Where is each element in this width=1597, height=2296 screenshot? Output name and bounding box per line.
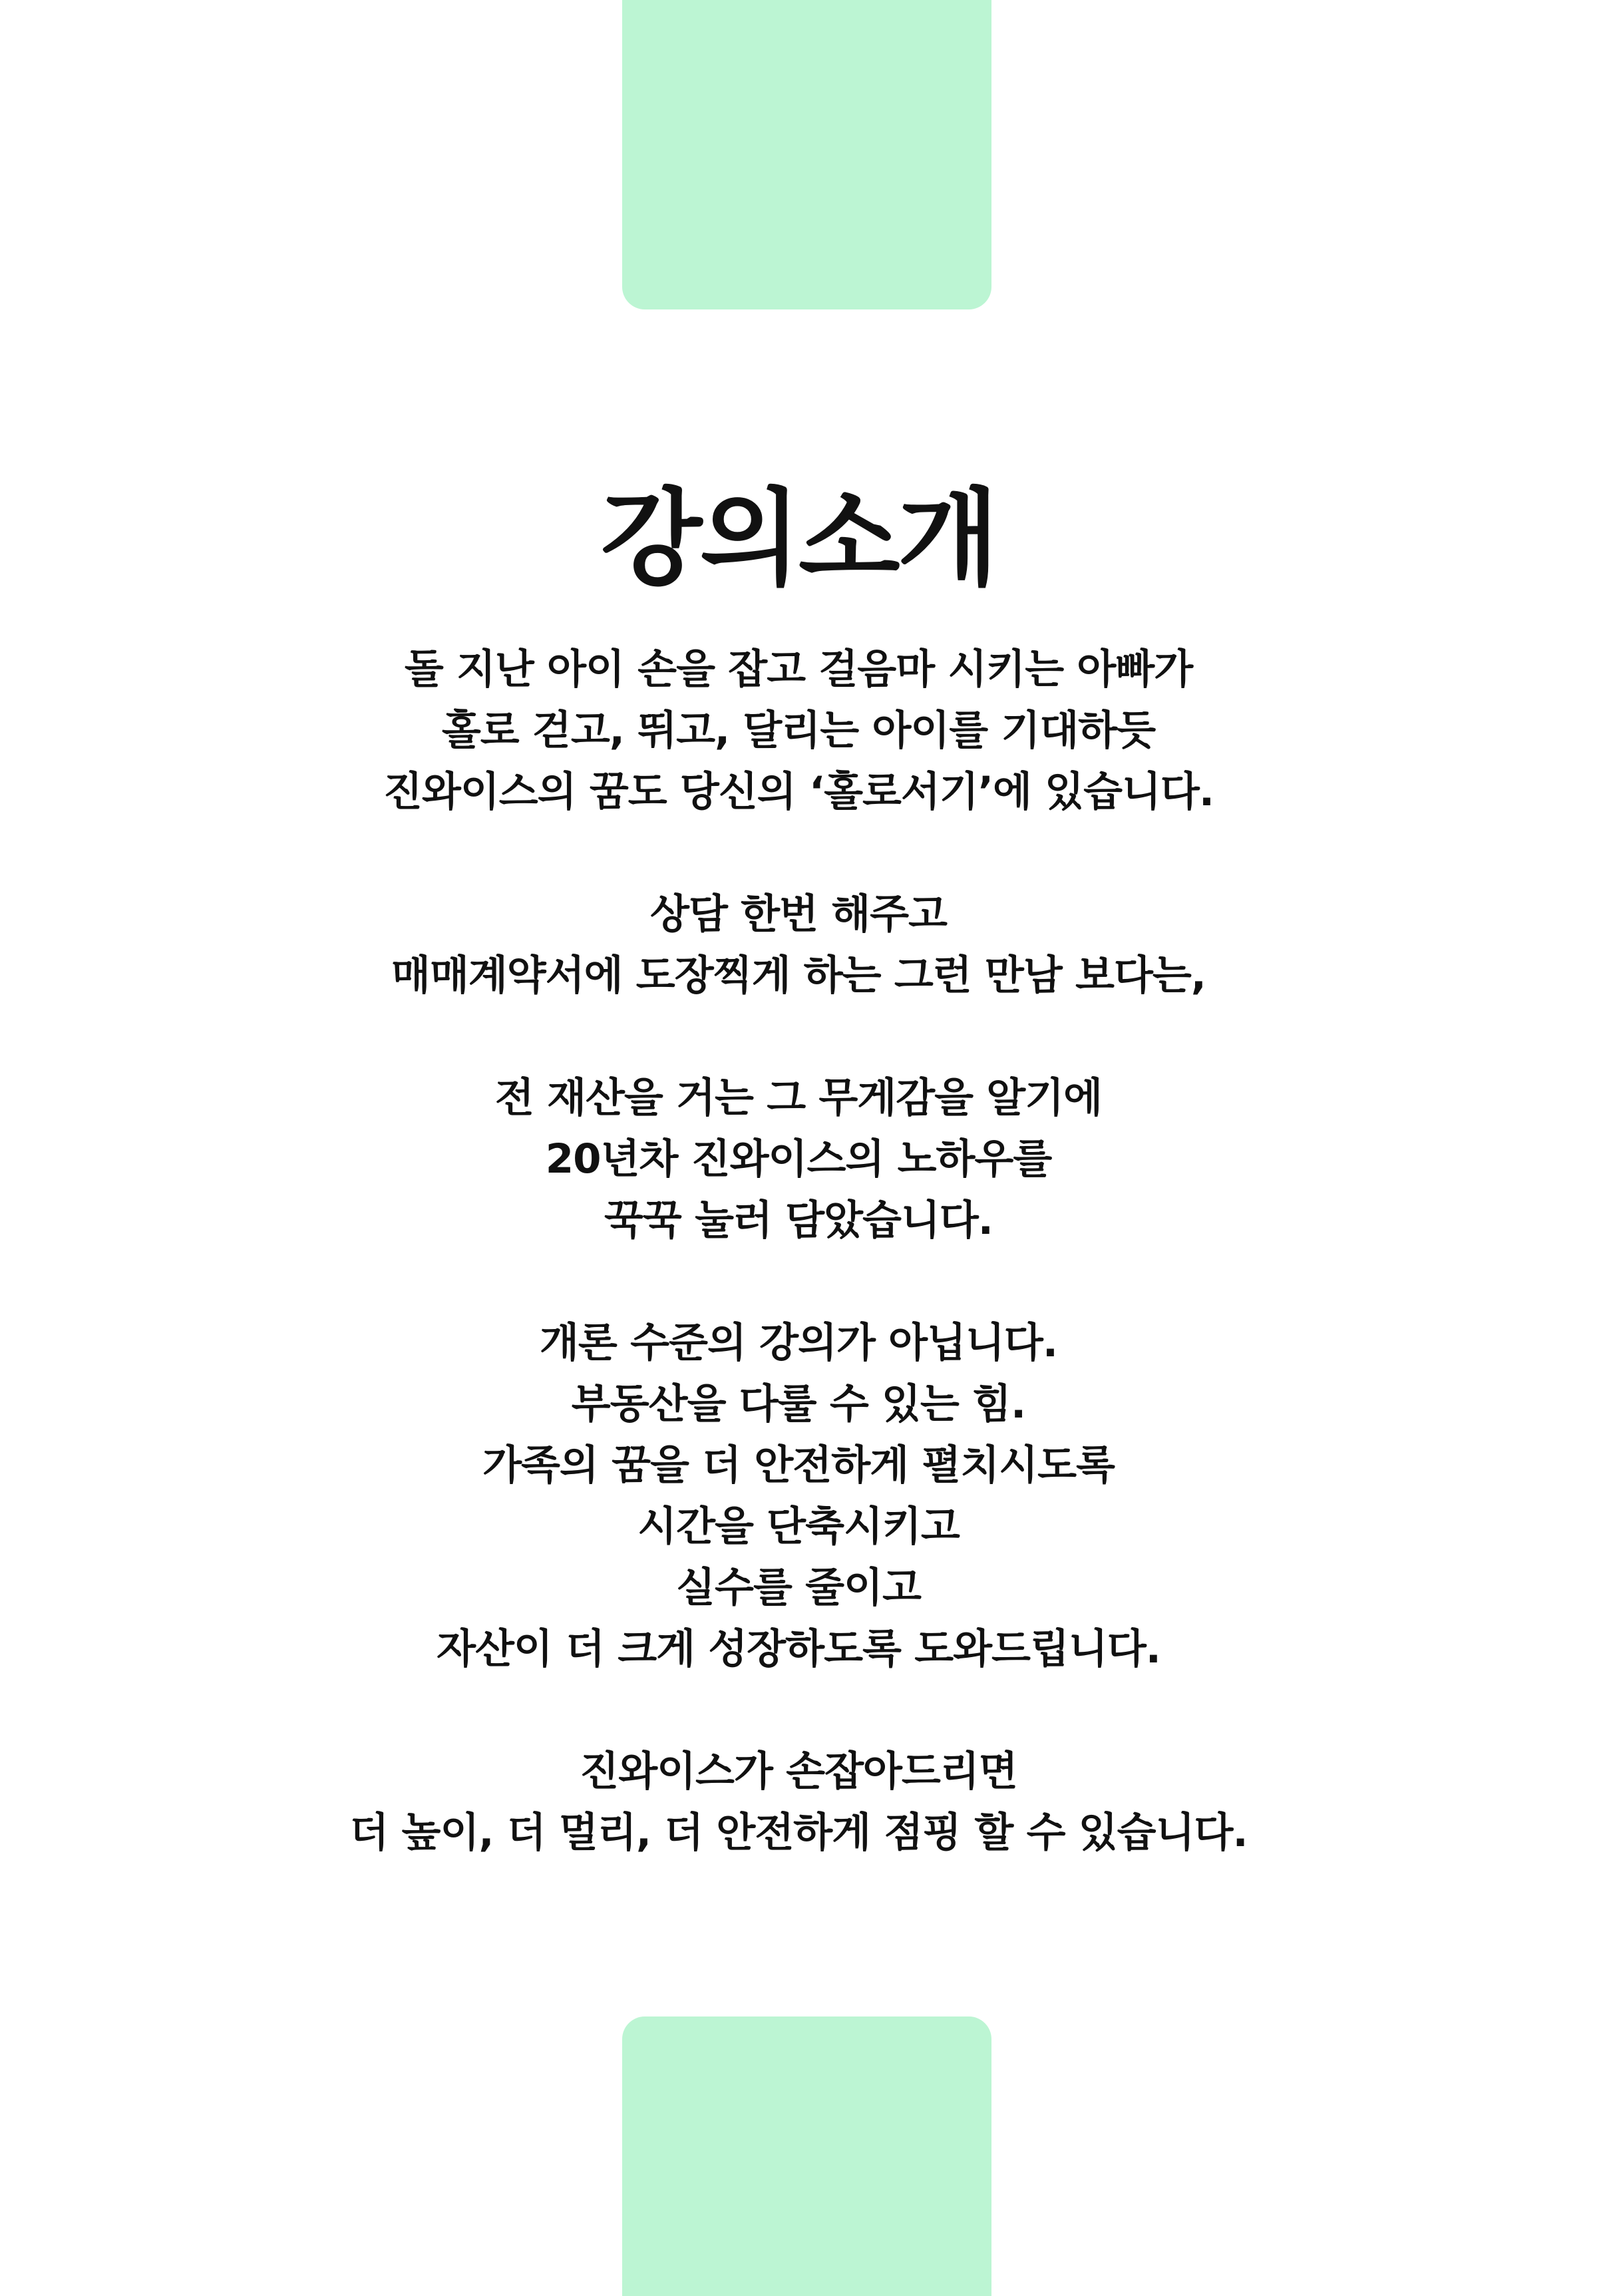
paragraph-gap (0, 1680, 1597, 1741)
top-decorative-tab (622, 0, 991, 309)
body-line: 실수를 줄이고 (676, 1564, 921, 1611)
body-line: 홀로 걷고, 뛰고, 달리는 아이를 기대하듯 (441, 707, 1156, 754)
body-line: 시간을 단축시키고 (637, 1503, 960, 1550)
body-line: 개론 수준의 강의가 아닙니다. (540, 1319, 1057, 1366)
bottom-decorative-tab (622, 2016, 991, 2296)
body-line: 진와이스의 꿈도 당신의 ‘홀로서기’에 있습니다. (383, 768, 1214, 815)
body-line: 부동산을 다룰 수 있는 힘. (571, 1380, 1026, 1428)
body-line: 진와이스가 손잡아드리면 (580, 1748, 1017, 1795)
body-line: 돌 지난 아이 손을 잡고 걸음마 시키는 아빠가 (404, 646, 1193, 693)
intro-body (0, 639, 1597, 1863)
paragraph-gap (0, 1006, 1597, 1067)
paragraph-gap (0, 823, 1597, 884)
body-line: 20년차 진와이스의 노하우를 (545, 1135, 1052, 1183)
page-title: 강의소개 (600, 477, 997, 600)
body-line: 가족의 꿈을 더 안전하게 펼치시도록 (482, 1441, 1115, 1489)
body-line: 상담 한번 해주고 (650, 890, 947, 938)
body-line: 전 재산을 거는 그 무게감을 알기에 (494, 1074, 1103, 1121)
body-line: 매매계약서에 도장찍게 하는 그런 만남 보다는, (391, 952, 1206, 999)
paragraph-gap (0, 1251, 1597, 1312)
body-line: 자산이 더 크게 성장하도록 도와드립니다. (437, 1625, 1160, 1672)
body-line: 꾹꾹 눌러 담았습니다. (604, 1197, 993, 1244)
body-line: 더 높이, 더 멀리, 더 안전하게 점핑 할 수 있습니다. (349, 1809, 1248, 1856)
